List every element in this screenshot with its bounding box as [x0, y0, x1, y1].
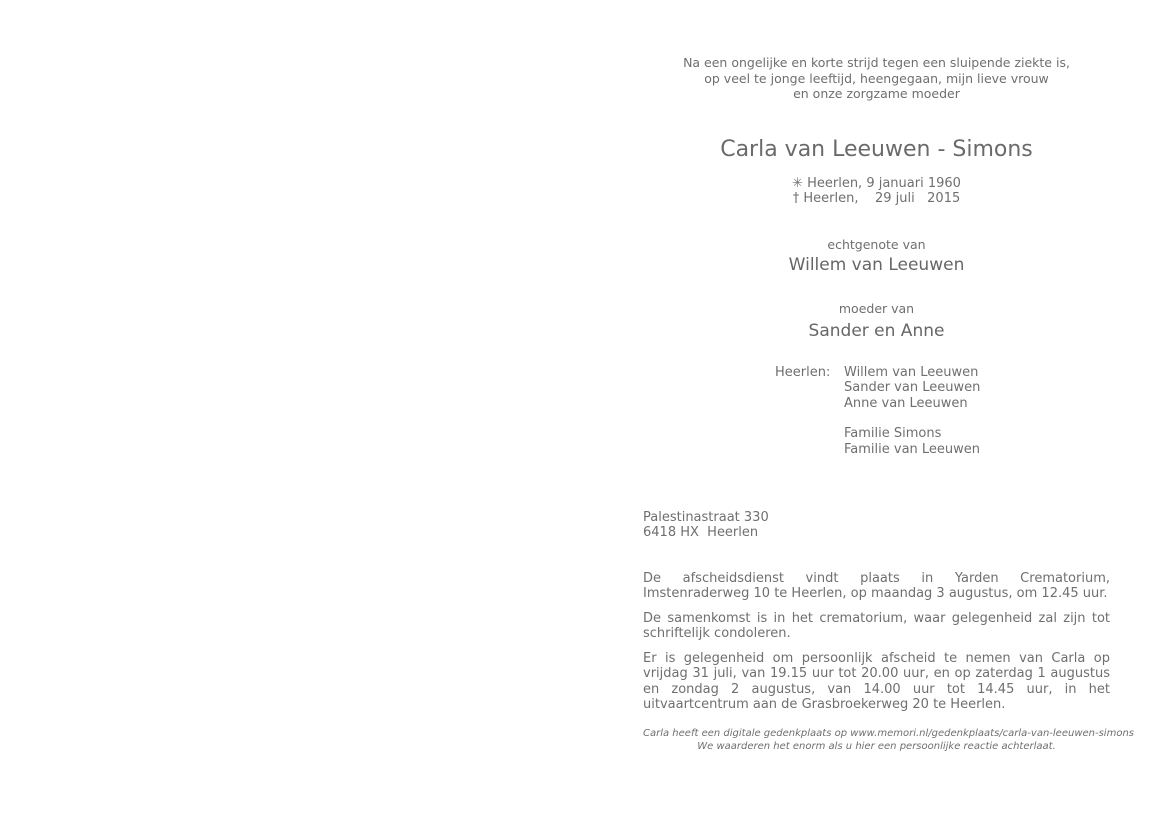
card-right-panel: [643, 55, 1134, 753]
intro-line: op veel te jonge leeftijd, heengegaan, mijn lieve vrouw: [704, 70, 1049, 86]
children-names: Sander en Anne: [808, 320, 945, 341]
address-street: Palestinastraat 330: [643, 509, 769, 525]
footer-line-2: We waarderen het enorm als u hier een persoonlijke reactie achterlaat.: [697, 740, 1056, 752]
gathering-paragraph: De samenkomst is in het crematorium, waar gelegenheid zal zijn tot schriftelijk condoleren.: [643, 610, 1110, 641]
death-line: † Heerlen, 29 juli 2015: [792, 191, 961, 206]
service-paragraph: De afscheidsdienst vindt plaats in Yarden Crematorium, Imstenraderweg 10 te Heerlen, op maandag 3 augustus, om 12.45 uur.: [643, 570, 1110, 601]
footer-note: [643, 727, 1134, 753]
mother-label: moeder van: [838, 300, 915, 316]
deceased-name: Carla van Leeuwen - Simons: [720, 136, 1033, 162]
birth-line: ✳ Heerlen, 9 januari 1960: [792, 175, 961, 191]
address-city: 6418 HX Heerlen: [643, 525, 759, 540]
family-block: [643, 365, 1110, 460]
family-group: Familie Simons: [844, 426, 942, 441]
family-names: [844, 365, 980, 458]
family-place: Heerlen:: [775, 364, 831, 380]
family-member: Sander van Leeuwen: [844, 380, 981, 395]
family-group: Familie van Leeuwen: [844, 441, 981, 457]
family-spacer: [844, 411, 980, 426]
intro-line: en onze zorgzame moeder: [793, 86, 960, 101]
correspondence-address: [643, 510, 1110, 541]
family-member: Willem van Leeuwen: [844, 364, 979, 380]
life-dates: [643, 176, 1110, 207]
intro-line: Na een ongelijke en korte strijd tegen een sluipende ziekte is,: [683, 55, 1070, 70]
intro-text: [643, 55, 1110, 102]
spouse-label: echtgenote van: [827, 236, 926, 252]
spouse-name: Willem van Leeuwen: [788, 254, 965, 275]
family-member: Anne van Leeuwen: [844, 395, 968, 411]
footer-line-1: Carla heeft een digitale gedenkplaats op www.memori.nl/gedenkplaats/carla-van-leeuwen-simons: [643, 727, 1134, 739]
farewell-paragraph: Er is gelegenheid om persoonlijk afscheid te nemen van Carla op vrijdag 31 juli, van 19.15 uur tot 20.00 uur, en op zaterdag 1 augustus en zondag 2 augustus, van 14.00 uur tot 14.45 uur, in het uitvaartcentrum aan de Grasbroekerweg 20 te Heerlen.: [643, 650, 1110, 712]
